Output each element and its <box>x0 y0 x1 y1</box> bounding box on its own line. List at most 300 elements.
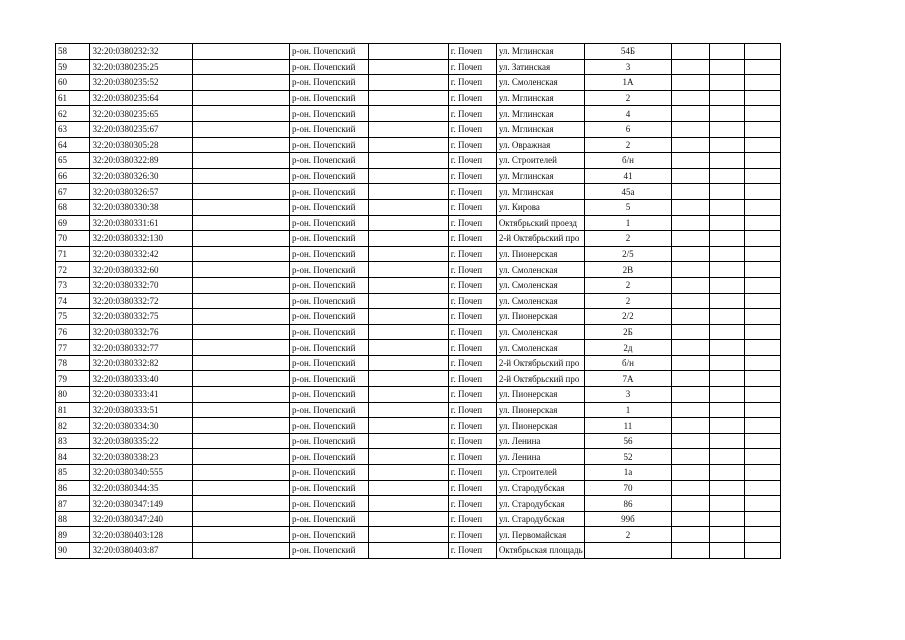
district-cell: р-он. Почепский <box>289 511 368 527</box>
city-cell: г. Почеп <box>448 480 496 496</box>
cadastral-number-cell: 32:20:0380332:60 <box>90 262 192 278</box>
street-cell: ул. Мглинская <box>496 44 584 60</box>
table-body <box>56 44 781 559</box>
empty-cell <box>709 277 745 293</box>
empty-cell <box>709 153 745 169</box>
empty-cell <box>369 262 448 278</box>
row-number-cell: 88 <box>56 511 90 527</box>
empty-cell <box>709 511 745 527</box>
empty-cell <box>369 324 448 340</box>
street-cell: ул. Мглинская <box>496 168 584 184</box>
house-number-cell: 2 <box>584 137 672 153</box>
street-cell: ул. Кирова <box>496 199 584 215</box>
empty-cell <box>369 75 448 91</box>
empty-cell <box>369 340 448 356</box>
empty-cell <box>192 277 289 293</box>
city-cell: г. Почеп <box>448 215 496 231</box>
cadastral-number-cell: 32:20:0380330:38 <box>90 199 192 215</box>
empty-cell <box>672 293 710 309</box>
empty-cell <box>192 137 289 153</box>
empty-cell <box>709 387 745 403</box>
city-cell: г. Почеп <box>448 465 496 481</box>
cadastral-number-cell: 32:20:0380334:30 <box>90 418 192 434</box>
street-cell: ул. Стародубская <box>496 511 584 527</box>
house-number-cell: 2 <box>584 527 672 543</box>
house-number-cell: 1 <box>584 402 672 418</box>
table-row <box>56 231 781 247</box>
district-cell: р-он. Почепский <box>289 262 368 278</box>
empty-cell <box>672 418 710 434</box>
empty-cell <box>369 215 448 231</box>
house-number-cell: 2Б <box>584 324 672 340</box>
empty-cell <box>192 293 289 309</box>
street-cell: ул. Мглинская <box>496 121 584 137</box>
cadastral-number-cell: 32:20:0380332:72 <box>90 293 192 309</box>
row-number-cell: 85 <box>56 465 90 481</box>
city-cell: г. Почеп <box>448 355 496 371</box>
cadastral-number-cell: 32:20:0380332:130 <box>90 231 192 247</box>
city-cell: г. Почеп <box>448 402 496 418</box>
empty-cell <box>745 199 781 215</box>
city-cell: г. Почеп <box>448 75 496 91</box>
city-cell: г. Почеп <box>448 106 496 122</box>
empty-cell <box>709 371 745 387</box>
empty-cell <box>745 543 781 559</box>
empty-cell <box>709 465 745 481</box>
cadastral-number-cell: 32:20:0380322:89 <box>90 153 192 169</box>
table-row <box>56 465 781 481</box>
empty-cell <box>369 153 448 169</box>
street-cell: ул. Смоленская <box>496 277 584 293</box>
empty-cell <box>672 262 710 278</box>
street-cell: 2-й Октябрьский про <box>496 231 584 247</box>
empty-cell <box>709 324 745 340</box>
empty-cell <box>369 511 448 527</box>
empty-cell <box>369 418 448 434</box>
cadastral-number-cell: 32:20:0380332:75 <box>90 309 192 325</box>
house-number-cell: 54Б <box>584 44 672 60</box>
house-number-cell: б/н <box>584 355 672 371</box>
table-row <box>56 324 781 340</box>
row-number-cell: 89 <box>56 527 90 543</box>
empty-cell <box>192 543 289 559</box>
empty-cell <box>192 75 289 91</box>
empty-cell <box>745 215 781 231</box>
empty-cell <box>672 106 710 122</box>
house-number-cell: 1 <box>584 215 672 231</box>
empty-cell <box>745 402 781 418</box>
district-cell: р-он. Почепский <box>289 168 368 184</box>
empty-cell <box>369 309 448 325</box>
empty-cell <box>672 168 710 184</box>
empty-cell <box>672 90 710 106</box>
cadastral-number-cell: 32:20:0380347:149 <box>90 496 192 512</box>
empty-cell <box>745 262 781 278</box>
cadastral-number-cell: 32:20:0380235:67 <box>90 121 192 137</box>
city-cell: г. Почеп <box>448 153 496 169</box>
empty-cell <box>672 75 710 91</box>
empty-cell <box>192 231 289 247</box>
house-number-cell: 99б <box>584 511 672 527</box>
empty-cell <box>745 324 781 340</box>
empty-cell <box>709 527 745 543</box>
empty-cell <box>709 433 745 449</box>
empty-cell <box>369 246 448 262</box>
table-row <box>56 496 781 512</box>
empty-cell <box>745 387 781 403</box>
empty-cell <box>369 465 448 481</box>
district-cell: р-он. Почепский <box>289 277 368 293</box>
row-number-cell: 64 <box>56 137 90 153</box>
district-cell: р-он. Почепский <box>289 44 368 60</box>
empty-cell <box>709 340 745 356</box>
table-row <box>56 215 781 231</box>
empty-cell <box>745 293 781 309</box>
row-number-cell: 60 <box>56 75 90 91</box>
house-number-cell <box>584 543 672 559</box>
cadastral-number-cell: 32:20:0380232:32 <box>90 44 192 60</box>
district-cell: р-он. Почепский <box>289 340 368 356</box>
district-cell: р-он. Почепский <box>289 59 368 75</box>
row-number-cell: 81 <box>56 402 90 418</box>
house-number-cell: 3 <box>584 387 672 403</box>
district-cell: р-он. Почепский <box>289 527 368 543</box>
cadastral-number-cell: 32:20:0380332:76 <box>90 324 192 340</box>
empty-cell <box>672 121 710 137</box>
empty-cell <box>369 137 448 153</box>
row-number-cell: 77 <box>56 340 90 356</box>
empty-cell <box>369 90 448 106</box>
empty-cell <box>192 184 289 200</box>
empty-cell <box>745 496 781 512</box>
district-cell: р-он. Почепский <box>289 355 368 371</box>
table-row <box>56 199 781 215</box>
cadastral-number-cell: 32:20:0380344:35 <box>90 480 192 496</box>
empty-cell <box>709 90 745 106</box>
street-cell: ул. Стародубская <box>496 496 584 512</box>
empty-cell <box>369 496 448 512</box>
empty-cell <box>192 215 289 231</box>
empty-cell <box>192 90 289 106</box>
empty-cell <box>192 355 289 371</box>
table-row <box>56 75 781 91</box>
row-number-cell: 72 <box>56 262 90 278</box>
cadastral-number-cell: 32:20:0380347:240 <box>90 511 192 527</box>
cadastral-number-cell: 32:20:0380326:57 <box>90 184 192 200</box>
house-number-cell: 2В <box>584 262 672 278</box>
row-number-cell: 67 <box>56 184 90 200</box>
house-number-cell: 2 <box>584 277 672 293</box>
empty-cell <box>709 199 745 215</box>
empty-cell <box>672 215 710 231</box>
row-number-cell: 65 <box>56 153 90 169</box>
city-cell: г. Почеп <box>448 418 496 434</box>
district-cell: р-он. Почепский <box>289 480 368 496</box>
house-number-cell: 3 <box>584 59 672 75</box>
empty-cell <box>672 246 710 262</box>
empty-cell <box>709 59 745 75</box>
district-cell: р-он. Почепский <box>289 371 368 387</box>
table-row <box>56 480 781 496</box>
street-cell: ул. Мглинская <box>496 184 584 200</box>
cadastral-number-cell: 32:20:0380235:65 <box>90 106 192 122</box>
district-cell: р-он. Почепский <box>289 184 368 200</box>
district-cell: р-он. Почепский <box>289 543 368 559</box>
empty-cell <box>672 480 710 496</box>
empty-cell <box>709 418 745 434</box>
empty-cell <box>369 106 448 122</box>
house-number-cell: 70 <box>584 480 672 496</box>
district-cell: р-он. Почепский <box>289 215 368 231</box>
row-number-cell: 59 <box>56 59 90 75</box>
house-number-cell: 4 <box>584 106 672 122</box>
empty-cell <box>672 340 710 356</box>
empty-cell <box>745 90 781 106</box>
empty-cell <box>672 199 710 215</box>
district-cell: р-он. Почепский <box>289 449 368 465</box>
district-cell: р-он. Почепский <box>289 137 368 153</box>
street-cell: 2-й Октябрьский про <box>496 355 584 371</box>
empty-cell <box>369 293 448 309</box>
empty-cell <box>369 355 448 371</box>
empty-cell <box>192 340 289 356</box>
empty-cell <box>192 153 289 169</box>
cadastral-number-cell: 32:20:0380305:28 <box>90 137 192 153</box>
empty-cell <box>192 465 289 481</box>
empty-cell <box>745 355 781 371</box>
empty-cell <box>369 199 448 215</box>
table-row <box>56 402 781 418</box>
table-row <box>56 511 781 527</box>
table-row <box>56 433 781 449</box>
empty-cell <box>672 309 710 325</box>
empty-cell <box>672 465 710 481</box>
city-cell: г. Почеп <box>448 293 496 309</box>
city-cell: г. Почеп <box>448 246 496 262</box>
empty-cell <box>192 262 289 278</box>
city-cell: г. Почеп <box>448 168 496 184</box>
empty-cell <box>709 215 745 231</box>
empty-cell <box>709 262 745 278</box>
empty-cell <box>369 121 448 137</box>
cadastral-number-cell: 32:20:0380333:40 <box>90 371 192 387</box>
row-number-cell: 70 <box>56 231 90 247</box>
table-row <box>56 121 781 137</box>
cadastral-number-cell: 32:20:0380333:41 <box>90 387 192 403</box>
empty-cell <box>672 277 710 293</box>
district-cell: р-он. Почепский <box>289 433 368 449</box>
property-register-table <box>55 43 781 559</box>
table-row <box>56 543 781 559</box>
empty-cell <box>709 75 745 91</box>
street-cell: ул. Затинская <box>496 59 584 75</box>
row-number-cell: 73 <box>56 277 90 293</box>
empty-cell <box>192 387 289 403</box>
table-row <box>56 277 781 293</box>
street-cell: ул. Смоленская <box>496 262 584 278</box>
city-cell: г. Почеп <box>448 44 496 60</box>
row-number-cell: 62 <box>56 106 90 122</box>
empty-cell <box>745 433 781 449</box>
empty-cell <box>672 137 710 153</box>
empty-cell <box>369 277 448 293</box>
row-number-cell: 66 <box>56 168 90 184</box>
house-number-cell: 41 <box>584 168 672 184</box>
city-cell: г. Почеп <box>448 184 496 200</box>
table-row <box>56 59 781 75</box>
empty-cell <box>192 309 289 325</box>
empty-cell <box>672 324 710 340</box>
cadastral-number-cell: 32:20:0380331:61 <box>90 215 192 231</box>
empty-cell <box>709 355 745 371</box>
house-number-cell: 6 <box>584 121 672 137</box>
row-number-cell: 84 <box>56 449 90 465</box>
empty-cell <box>192 511 289 527</box>
house-number-cell: 2 <box>584 90 672 106</box>
house-number-cell: 11 <box>584 418 672 434</box>
empty-cell <box>745 449 781 465</box>
street-cell: Октябрьская площадь <box>496 543 584 559</box>
empty-cell <box>672 44 710 60</box>
empty-cell <box>672 449 710 465</box>
empty-cell <box>745 527 781 543</box>
district-cell: р-он. Почепский <box>289 231 368 247</box>
empty-cell <box>192 106 289 122</box>
city-cell: г. Почеп <box>448 262 496 278</box>
row-number-cell: 74 <box>56 293 90 309</box>
city-cell: г. Почеп <box>448 277 496 293</box>
city-cell: г. Почеп <box>448 449 496 465</box>
empty-cell <box>709 106 745 122</box>
empty-cell <box>709 496 745 512</box>
empty-cell <box>192 371 289 387</box>
city-cell: г. Почеп <box>448 231 496 247</box>
cadastral-number-cell: 32:20:0380332:82 <box>90 355 192 371</box>
empty-cell <box>672 59 710 75</box>
street-cell: ул. Пионерская <box>496 387 584 403</box>
district-cell: р-он. Почепский <box>289 387 368 403</box>
row-number-cell: 71 <box>56 246 90 262</box>
cadastral-number-cell: 32:20:0380403:87 <box>90 543 192 559</box>
city-cell: г. Почеп <box>448 121 496 137</box>
city-cell: г. Почеп <box>448 137 496 153</box>
row-number-cell: 78 <box>56 355 90 371</box>
empty-cell <box>369 543 448 559</box>
district-cell: р-он. Почепский <box>289 75 368 91</box>
empty-cell <box>192 449 289 465</box>
row-number-cell: 69 <box>56 215 90 231</box>
empty-cell <box>672 433 710 449</box>
city-cell: г. Почеп <box>448 371 496 387</box>
empty-cell <box>745 137 781 153</box>
empty-cell <box>369 168 448 184</box>
empty-cell <box>672 387 710 403</box>
empty-cell <box>709 293 745 309</box>
row-number-cell: 87 <box>56 496 90 512</box>
house-number-cell: б/н <box>584 153 672 169</box>
empty-cell <box>709 231 745 247</box>
house-number-cell: 2 <box>584 231 672 247</box>
district-cell: р-он. Почепский <box>289 90 368 106</box>
street-cell: ул. Строителей <box>496 153 584 169</box>
empty-cell <box>192 59 289 75</box>
row-number-cell: 83 <box>56 433 90 449</box>
empty-cell <box>192 480 289 496</box>
row-number-cell: 76 <box>56 324 90 340</box>
empty-cell <box>709 121 745 137</box>
empty-cell <box>745 340 781 356</box>
table-row <box>56 355 781 371</box>
cadastral-number-cell: 32:20:0380403:128 <box>90 527 192 543</box>
empty-cell <box>745 75 781 91</box>
row-number-cell: 90 <box>56 543 90 559</box>
city-cell: г. Почеп <box>448 324 496 340</box>
empty-cell <box>745 121 781 137</box>
table-row <box>56 246 781 262</box>
empty-cell <box>745 231 781 247</box>
empty-cell <box>745 309 781 325</box>
empty-cell <box>192 121 289 137</box>
street-cell: ул. Смоленская <box>496 324 584 340</box>
empty-cell <box>369 184 448 200</box>
table-row <box>56 418 781 434</box>
row-number-cell: 58 <box>56 44 90 60</box>
cadastral-number-cell: 32:20:0380333:51 <box>90 402 192 418</box>
cadastral-number-cell: 32:20:0380326:30 <box>90 168 192 184</box>
empty-cell <box>709 543 745 559</box>
empty-cell <box>192 527 289 543</box>
street-cell: ул. Ленина <box>496 449 584 465</box>
empty-cell <box>672 527 710 543</box>
empty-cell <box>369 527 448 543</box>
city-cell: г. Почеп <box>448 59 496 75</box>
city-cell: г. Почеп <box>448 527 496 543</box>
empty-cell <box>709 449 745 465</box>
house-number-cell: 2/2 <box>584 309 672 325</box>
house-number-cell: 52 <box>584 449 672 465</box>
empty-cell <box>369 59 448 75</box>
empty-cell <box>369 371 448 387</box>
table-row <box>56 168 781 184</box>
row-number-cell: 80 <box>56 387 90 403</box>
empty-cell <box>745 511 781 527</box>
empty-cell <box>369 387 448 403</box>
table-row <box>56 371 781 387</box>
empty-cell <box>672 355 710 371</box>
cadastral-number-cell: 32:20:0380235:25 <box>90 59 192 75</box>
empty-cell <box>192 44 289 60</box>
cadastral-number-cell: 32:20:0380338:23 <box>90 449 192 465</box>
row-number-cell: 75 <box>56 309 90 325</box>
row-number-cell: 82 <box>56 418 90 434</box>
table-row <box>56 106 781 122</box>
district-cell: р-он. Почепский <box>289 496 368 512</box>
table-row <box>56 44 781 60</box>
house-number-cell: 1А <box>584 75 672 91</box>
empty-cell <box>745 44 781 60</box>
empty-cell <box>745 480 781 496</box>
street-cell: ул. Стародубская <box>496 480 584 496</box>
house-number-cell: 56 <box>584 433 672 449</box>
district-cell: р-он. Почепский <box>289 402 368 418</box>
district-cell: р-он. Почепский <box>289 199 368 215</box>
row-number-cell: 79 <box>56 371 90 387</box>
row-number-cell: 63 <box>56 121 90 137</box>
empty-cell <box>192 168 289 184</box>
street-cell: ул. Смоленская <box>496 75 584 91</box>
district-cell: р-он. Почепский <box>289 153 368 169</box>
empty-cell <box>192 418 289 434</box>
